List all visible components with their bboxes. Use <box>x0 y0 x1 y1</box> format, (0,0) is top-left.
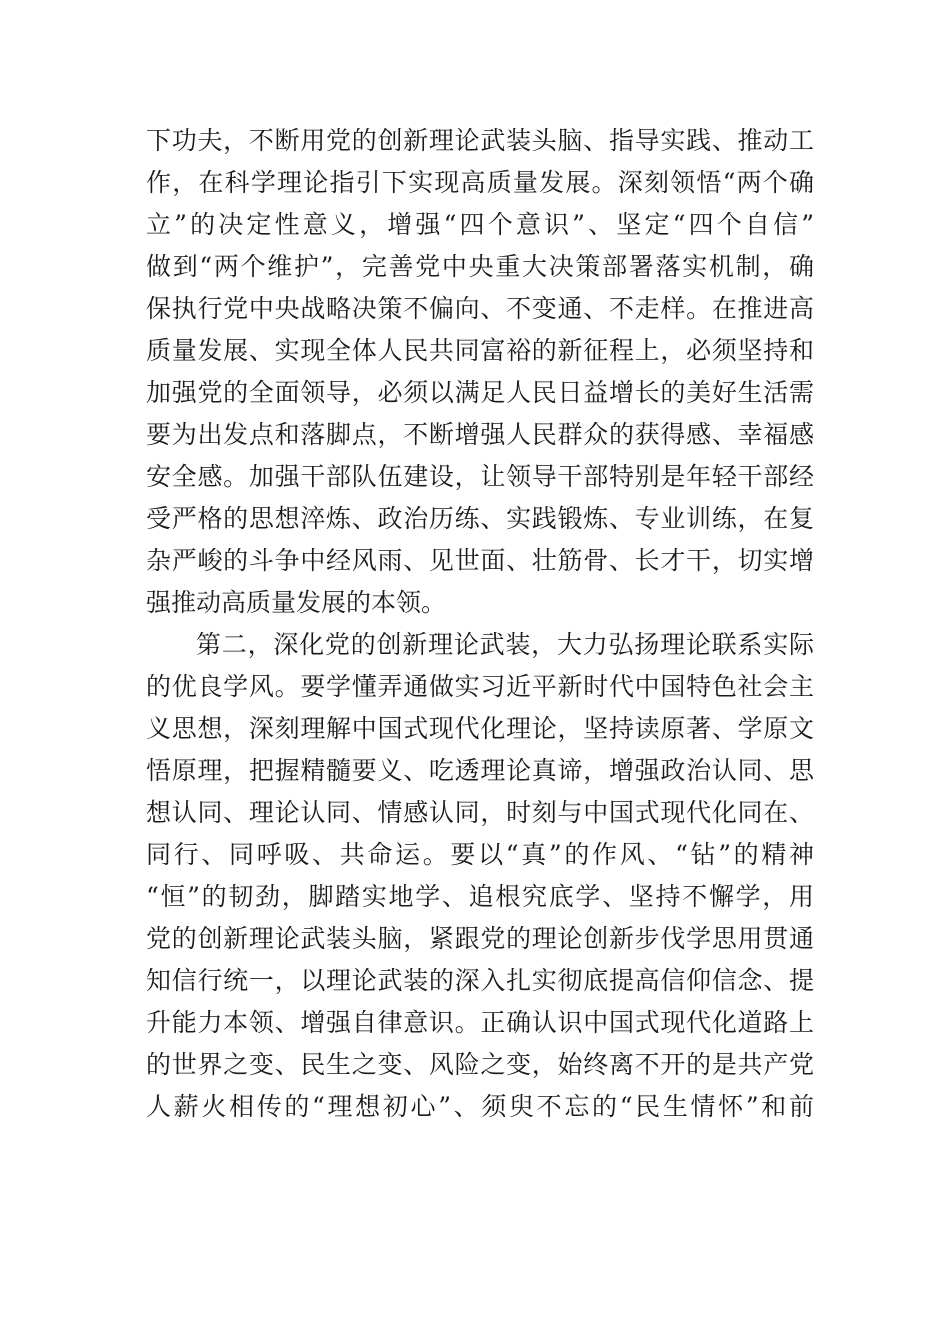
text-line: 作，在科学理论指引下实现高质量发展。深刻领悟“两个确 <box>146 168 814 197</box>
text-line: 安全感。加强干部队伍建设，让领导干部特别是年轻干部经 <box>146 462 814 491</box>
text-line: 加强党的全面领导，必须以满足人民日益增长的美好生活需 <box>146 378 814 407</box>
text-line: 杂严峻的斗争中经风雨、见世面、壮筋骨、长才干，切实增 <box>146 546 814 575</box>
text-line: 知信行统一，以理论武装的深入扎实彻底提高信仰信念、提 <box>146 966 814 995</box>
text-line: 党的创新理论武装头脑，紧跟党的理论创新步伐学思用贯通 <box>146 924 814 953</box>
paragraph-end-line: 强推动高质量发展的本领。 <box>146 588 447 617</box>
text-line: 下功夫，不断用党的创新理论武装头脑、指导实践、推动工 <box>146 126 814 155</box>
text-line: 的世界之变、民生之变、风险之变，始终离不开的是共产党 <box>146 1050 814 1079</box>
text-line: 质量发展、实现全体人民共同富裕的新征程上，必须坚持和 <box>146 336 814 365</box>
text-line: 人薪火相传的“理想初心”、须臾不忘的“民生情怀”和前 <box>146 1092 814 1121</box>
body-text <box>146 120 814 1128</box>
text-line: 要为出发点和落脚点，不断增强人民群众的获得感、幸福感 <box>146 420 814 449</box>
text-line: 受严格的思想淬炼、政治历练、实践锻炼、专业训练，在复 <box>146 504 814 533</box>
text-line: 同行、同呼吸、共命运。要以“真”的作风、“钻”的精神 <box>146 840 814 869</box>
text-line: “恒”的韧劲，脚踏实地学、追根究底学、坚持不懈学，用 <box>146 882 814 911</box>
text-line: 的优良学风。要学懂弄通做实习近平新时代中国特色社会主 <box>146 672 814 701</box>
text-line: 做到“两个维护”，完善党中央重大决策部署落实机制，确 <box>146 252 814 281</box>
text-line: 立”的决定性意义，增强“四个意识”、坚定“四个自信” <box>146 210 814 239</box>
text-line: 悟原理，把握精髓要义、吃透理论真谛，增强政治认同、思 <box>146 756 814 785</box>
paragraph-first-line: 第二，深化党的创新理论武装，大力弘扬理论联系实际 <box>196 630 814 659</box>
text-line: 保执行党中央战略决策不偏向、不变通、不走样。在推进高 <box>146 294 814 323</box>
text-line: 升能力本领、增强自律意识。正确认识中国式现代化道路上 <box>146 1008 814 1037</box>
text-line: 义思想，深刻理解中国式现代化理论，坚持读原著、学原文 <box>146 714 814 743</box>
text-line: 想认同、理论认同、情感认同，时刻与中国式现代化同在、 <box>146 798 814 827</box>
